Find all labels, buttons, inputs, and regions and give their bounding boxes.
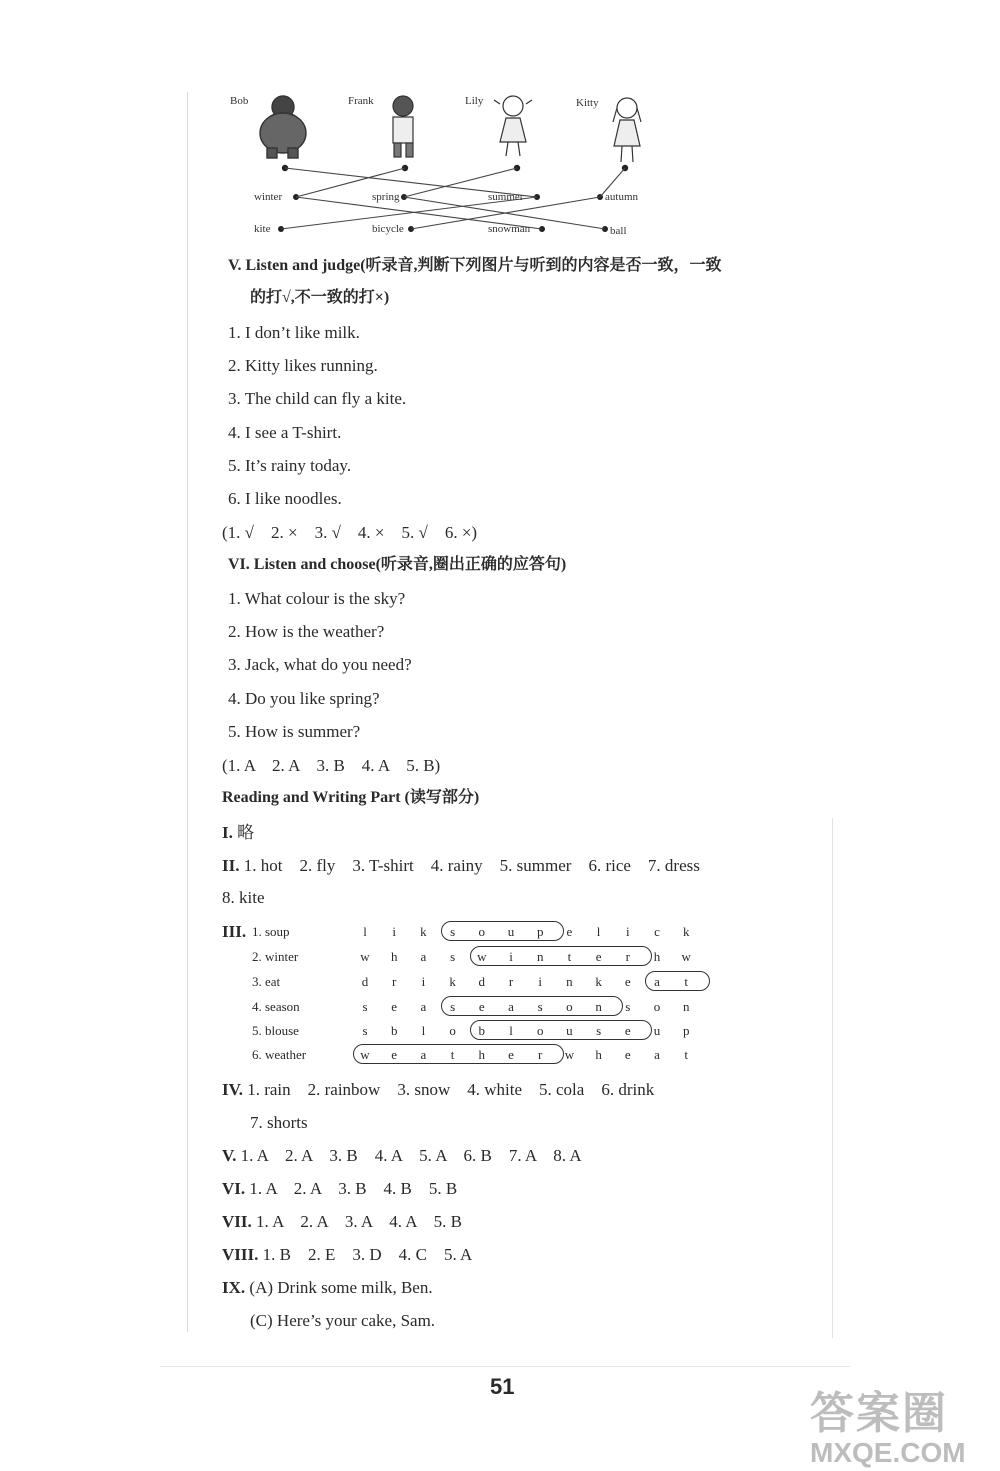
word-search-letter: u [653, 1023, 661, 1038]
vi-item-2: 2. How is the weather? [228, 622, 385, 641]
word-search-letter: l [421, 1023, 426, 1038]
word-search-letter: o [536, 1023, 544, 1038]
watermark-url: MXQE.COM [810, 1437, 966, 1468]
rw-viii: VIII. 1. B 2. E 3. D 4. C 5. A [222, 1245, 473, 1264]
word-search-letter: r [392, 974, 397, 989]
section-vi-title: VI. Listen and choose(听录音,圈出正确的应答句) [228, 556, 567, 573]
vi-item-3: 3. Jack, what do you need? [228, 655, 412, 674]
word-search-clue: 3. eat [252, 974, 281, 989]
word-search-letter: a [654, 1047, 660, 1062]
rw-iv-cont: 7. shorts [250, 1113, 308, 1132]
word-search-letter: s [596, 1023, 602, 1038]
lily-figure [494, 96, 532, 156]
rw-ix-line2: (C) Here’s your cake, Sam. [250, 1311, 436, 1330]
word-search-letter: p [682, 1023, 690, 1038]
word-search-letter: h [478, 1047, 486, 1062]
word-search-row [222, 922, 822, 942]
kitty-figure [613, 98, 641, 162]
word-search-letter: w [360, 949, 370, 964]
word-search-letter: p [536, 924, 544, 939]
word-summer: summer [488, 191, 524, 203]
word-search-letter: r [625, 949, 630, 964]
word-search-letter: w [477, 949, 487, 964]
match-lines [281, 168, 625, 229]
v-item-4: 4. I see a T-shirt. [228, 423, 342, 442]
v-item-1: 1. I don’t like milk. [228, 323, 360, 342]
word-search-row [222, 972, 822, 992]
v-answers: (1. √ 2. × 3. √ 4. × 5. √ 6. ×) [222, 523, 478, 542]
word-search-letter: r [508, 974, 514, 989]
word-search-letter: h [390, 949, 398, 964]
word-search-letter: n [536, 949, 544, 964]
word-search-clue: 6. weather [252, 1047, 307, 1062]
word-search-clue: 1. soup [252, 924, 290, 939]
name-kitty: Kitty [576, 97, 599, 109]
row1-dots [293, 194, 603, 200]
word-search-clue: 2. winter [252, 949, 299, 964]
word-search-letter: i [509, 949, 513, 964]
word-ball: ball [610, 225, 627, 237]
v-item-5: 5. It’s rainy today. [228, 456, 352, 475]
word-search-letter: a [654, 974, 660, 989]
word-search-letter: k [682, 924, 690, 939]
word-search-letter: s [362, 1023, 368, 1038]
vi-item-4: 4. Do you like spring? [228, 689, 380, 708]
word-search-letter: e [478, 999, 485, 1014]
word-search-row [222, 947, 822, 967]
word-search-letter: e [624, 974, 631, 989]
word-snowman: snowman [488, 223, 531, 235]
word-search-letter: s [625, 999, 631, 1014]
rw-ii: II. 1. hot 2. fly 3. T-shirt 4. rainy 5. summer 6. rice 7. dress [222, 856, 700, 875]
word-search-letter: o [566, 999, 573, 1014]
word-search-letter: k [449, 974, 456, 989]
word-search-letter: w [360, 1047, 370, 1062]
name-bob: Bob [230, 95, 249, 107]
word-search-letter: w [681, 949, 691, 964]
word-search-letter: r [538, 1047, 543, 1062]
word-winter: winter [254, 191, 283, 203]
word-search-letter: w [564, 1047, 575, 1062]
reading-writing-title: Reading and Writing Part (读写部分) [222, 789, 480, 806]
row2-dots [278, 226, 608, 232]
word-search-letter: b [390, 1023, 398, 1038]
vi-item-5: 5. How is summer? [228, 722, 361, 741]
word-search-letter: s [537, 999, 543, 1014]
word-search-letter: h [653, 949, 661, 964]
word-search-letter: o [653, 999, 661, 1014]
name-lily: Lily [465, 95, 484, 107]
word-search-letter: u [507, 924, 515, 939]
rw-iii-num: III. [222, 922, 247, 941]
word-search-letter: b [478, 1023, 486, 1038]
word-autumn: autumn [605, 191, 638, 203]
rw-ix: IX. (A) Drink some milk, Ben. [222, 1278, 433, 1297]
word-search-letter: t [450, 1047, 455, 1062]
word-search-letter: k [595, 974, 602, 989]
page-number: 51 [490, 1374, 515, 1399]
word-search-letter: a [420, 1047, 427, 1062]
left-margin-rule [187, 92, 188, 1332]
word-search-letter: a [420, 999, 427, 1014]
word-search-letter: e [595, 949, 602, 964]
matching-figure [0, 0, 1000, 250]
word-search-clue: 4. season [252, 999, 300, 1014]
word-search-letter: e [508, 1047, 514, 1062]
word-search-row [222, 1021, 822, 1041]
word-search-letter: d [478, 974, 486, 989]
word-search-letter: l [363, 924, 367, 939]
word-search-letter: k [420, 924, 427, 939]
v-item-6: 6. I like noodles. [228, 489, 342, 508]
word-search-letter: o [449, 1023, 456, 1038]
figure-dots [282, 165, 628, 171]
vi-answers: (1. A 2. A 3. B 4. A 5. B) [222, 756, 441, 775]
footer-rule [160, 1366, 850, 1367]
word-search-row [222, 1045, 822, 1065]
word-search-letter: n [566, 974, 573, 989]
word-search-letter: s [450, 949, 456, 964]
word-search-letter: e [624, 1047, 631, 1062]
word-search-letter: n [682, 999, 690, 1014]
v-item-3: 3. The child can fly a kite. [228, 389, 407, 408]
rw-vi: VI. 1. A 2. A 3. B 4. B 5. B [222, 1179, 458, 1198]
word-search-letter: h [595, 1047, 602, 1062]
word-search-letter: c [654, 924, 660, 939]
section-v-title: V. Listen and judge(听录音,判断下列图片与听到的内容是否一致，一致 [228, 257, 722, 274]
word-kite: kite [254, 223, 271, 235]
word-bicycle: bicycle [372, 223, 404, 235]
word-search-letter: i [421, 974, 426, 989]
word-search-letter: l [596, 924, 601, 939]
word-search-letter: s [362, 999, 368, 1014]
word-search-letter: u [566, 1023, 573, 1038]
watermark-logo: 答案圈 [810, 1389, 948, 1438]
word-search-letter: a [420, 949, 427, 964]
right-margin-rule [832, 818, 833, 1338]
rw-ii-cont: 8. kite [222, 888, 265, 907]
word-search-letter: e [391, 1047, 398, 1062]
watermark [810, 1389, 966, 1468]
word-search-letter: t [567, 949, 572, 964]
rw-i: I. 略 [222, 823, 255, 842]
name-frank: Frank [348, 95, 374, 107]
section-v-title-cont: 的打√,不一致的打×) [250, 289, 390, 306]
word-search-letter: t [684, 1047, 688, 1062]
word-search-letter: i [625, 924, 630, 939]
rw-vii: VII. 1. A 2. A 3. A 4. A 5. B [222, 1212, 462, 1231]
word-search-row [222, 997, 822, 1017]
word-search-letter: l [509, 1023, 513, 1038]
vi-item-1: 1. What colour is the sky? [228, 589, 406, 608]
word-search-letter: t [684, 974, 688, 989]
word-search-letter: a [508, 999, 514, 1014]
word-search-letter: e [624, 1023, 631, 1038]
word-search-letter: o [478, 924, 486, 939]
word-search-letter: e [391, 999, 398, 1014]
word-search-letter: s [450, 924, 456, 939]
word-search-letter: s [450, 999, 456, 1014]
word-spring: spring [372, 191, 400, 203]
word-search-letter: d [361, 974, 369, 989]
word-search-letter: e [566, 924, 573, 939]
word-search-letter: n [595, 999, 602, 1014]
bob-figure [260, 96, 306, 158]
word-search-letter: i [392, 924, 396, 939]
v-item-2: 2. Kitty likes running. [228, 356, 378, 375]
word-search-letter: i [538, 974, 542, 989]
rw-v: V. 1. A 2. A 3. B 4. A 5. A 6. B 7. A 8. A [222, 1146, 582, 1165]
rw-iv: IV. 1. rain 2. rainbow 3. snow 4. white 5. cola 6. drink [222, 1080, 655, 1099]
frank-figure [393, 96, 413, 157]
word-search-clue: 5. blouse [252, 1023, 299, 1038]
